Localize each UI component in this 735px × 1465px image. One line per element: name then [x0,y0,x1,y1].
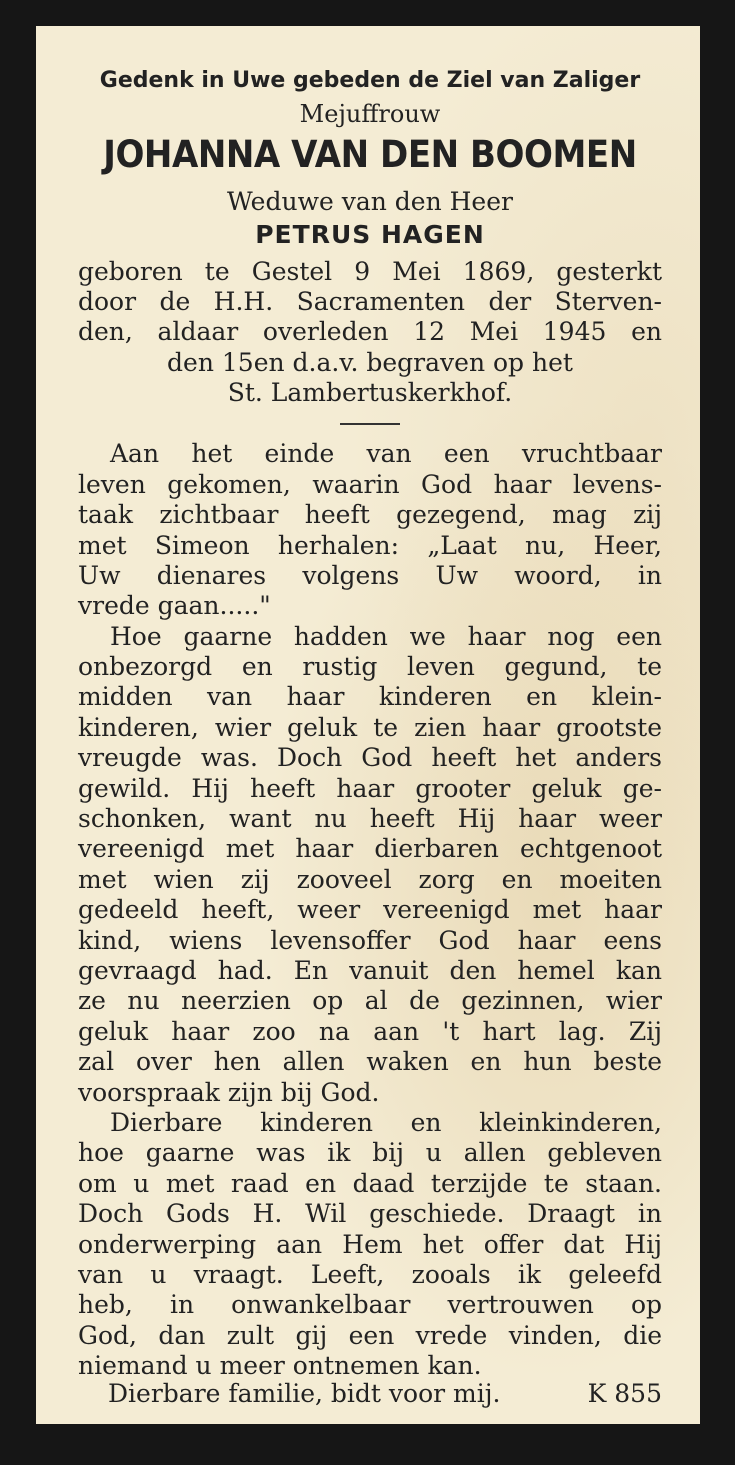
body-line: Uw dienares volgens Uw woord, in [78,561,662,590]
body-line: hoe gaarne was ik bij u allen gebleven [78,1138,662,1167]
bio-line: geboren te Gestel 9 Mei 1869, gesterkt [78,257,662,286]
widow-of-line: Weduwe van den Heer [227,187,513,216]
bio-line: St. Lambertuskerkhof. [227,378,513,407]
body-line: taak zichtbaar heeft gezegend, mag zij [78,500,662,529]
spouse-name: PETRUS HAGEN [255,220,485,249]
deceased-name: JOHANNA VAN DEN BOOMEN [103,133,637,176]
body-line: schonken, want nu heeft Hij haar weer [78,804,662,833]
title-prefix: Mejuffrouw [299,100,441,128]
body-line: geluk haar zoo na aan 't hart lag. Zij [78,1017,662,1046]
body-line: midden van haar kinderen en klein- [78,682,662,711]
prayer-heading: Gedenk in Uwe gebeden de Ziel van Zaliger [99,68,641,93]
bio-line: door de H.H. Sacramenten der Sterven- [78,287,662,316]
body-line: kind, wiens levensoffer God haar eens [78,926,662,955]
body-line: voorspraak zijn bij God. [78,1078,380,1107]
section-divider [340,423,400,425]
body-line: met Simeon herhalen: „Laat nu, Heer, [78,531,662,560]
body-line: vereenigd met haar dierbaren echtgenoot [78,834,662,863]
body-line: Dierbare kinderen en kleinkinderen, [110,1108,662,1137]
print-code: K 855 [587,1379,662,1408]
body-line: Hoe gaarne hadden we haar nog een [110,622,662,651]
body-line: kinderen, wier geluk te zien haar grootste [78,713,662,742]
body-line: vrede gaan....." [78,591,271,620]
closing-prayer: Dierbare familie, bidt voor mij. [108,1379,501,1408]
body-line: onbezorgd en rustig leven gegund, te [78,652,662,681]
body-line: om u met raad en daad terzijde te staan. [78,1169,662,1198]
closing-row [108,1379,662,1409]
body-line: heb, in onwankelbaar vertrouwen op [78,1290,662,1319]
body-line: Doch Gods H. Wil geschiede. Draagt in [78,1199,662,1228]
body-line: niemand u meer ontnemen kan. [78,1351,482,1380]
body-line: ze nu neerzien op al de gezinnen, wier [78,986,662,1015]
body-line: vreugde was. Doch God heeft het anders [78,743,662,772]
memorial-card [36,26,700,1424]
body-line: Aan het einde van een vruchtbaar [110,439,662,468]
bio-line: den 15en d.a.v. begraven op het [167,348,573,377]
body-line: van u vraagt. Leeft, zooals ik geleefd [78,1260,662,1289]
body-line: met wien zij zooveel zorg en moeiten [78,865,662,894]
body-line: gedeeld heeft, weer vereenigd met haar [78,895,662,924]
body-line: leven gekomen, waarin God haar levens- [78,470,662,499]
body-line: zal over hen allen waken en hun beste [78,1047,662,1076]
body-line: onderwerping aan Hem het offer dat Hij [78,1230,662,1259]
body-line: gewild. Hij heeft haar grooter geluk ge- [78,774,662,803]
body-line: God, dan zult gij een vrede vinden, die [78,1321,662,1350]
body-line: gevraagd had. En vanuit den hemel kan [78,956,662,985]
bio-line: den, aldaar overleden 12 Mei 1945 en [78,317,662,346]
